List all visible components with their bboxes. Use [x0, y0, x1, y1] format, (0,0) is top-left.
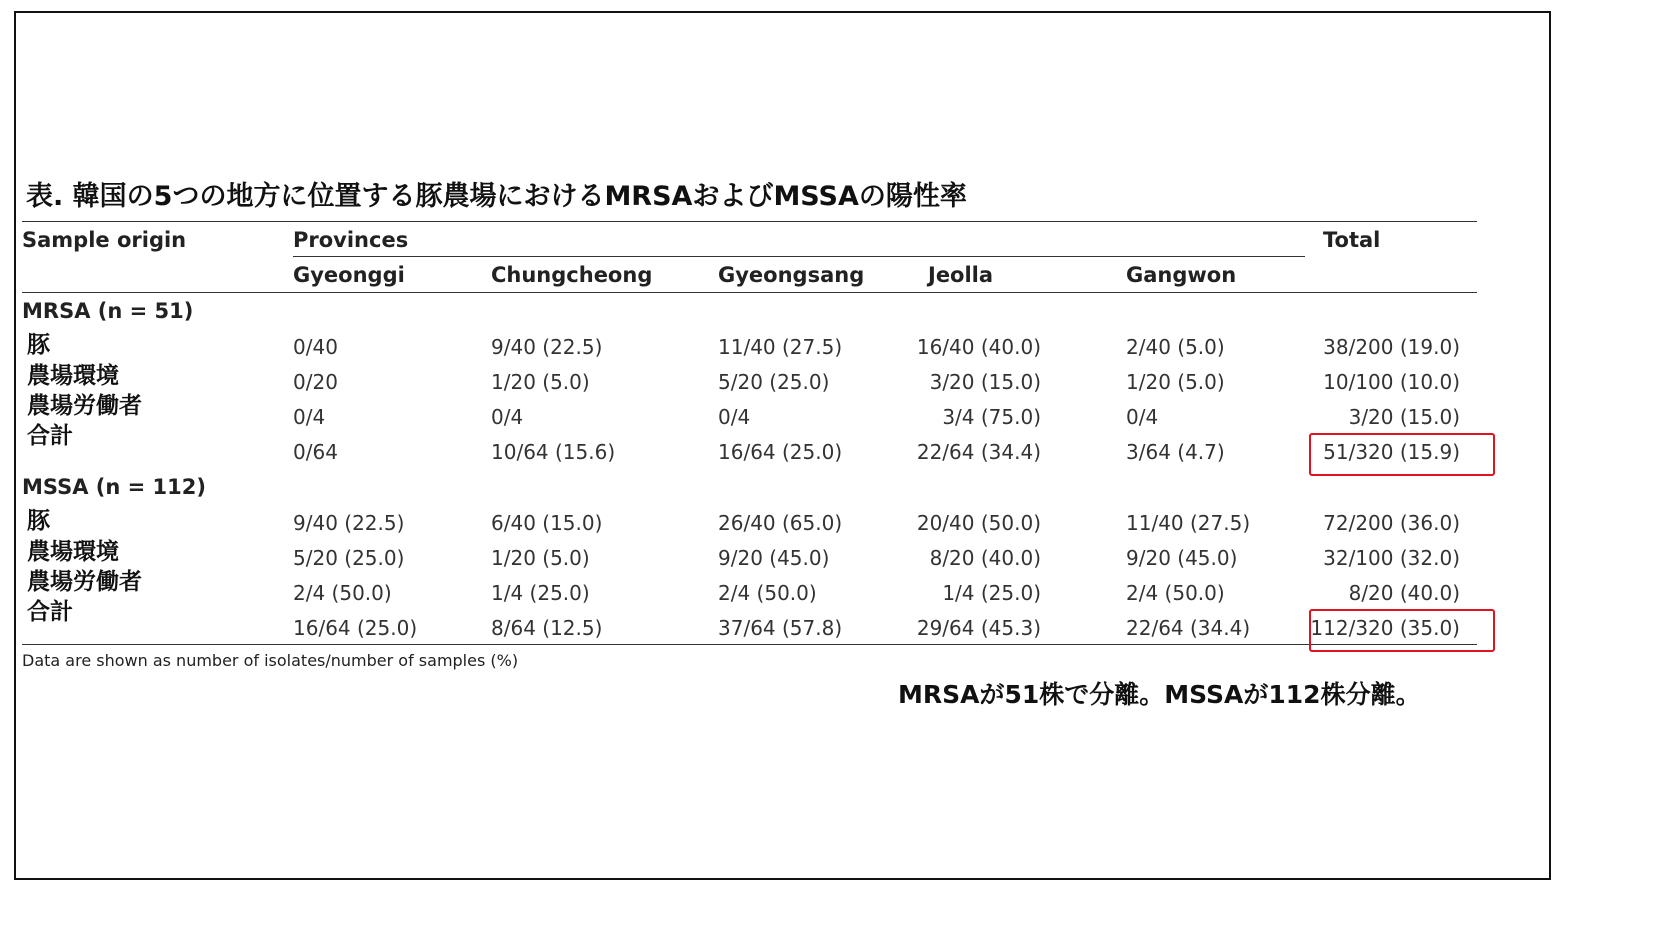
table-cell: 2/40 (5.0): [1126, 335, 1225, 359]
table-cell: 11/40 (27.5): [1126, 511, 1251, 535]
table-cell: 16/64 (25.0): [293, 616, 418, 640]
header-provinces: Provinces: [293, 228, 409, 252]
table-cell: 1/20 (5.0): [1126, 370, 1225, 394]
table-cell: 0/4: [718, 405, 751, 429]
table-cell: 3/4 (75.0): [942, 405, 1041, 429]
table-cell: 22/64 (34.4): [1126, 616, 1251, 640]
header-total: Total: [1323, 228, 1381, 252]
table-cell: 2/4 (50.0): [718, 581, 817, 605]
row-label-farm-environment: 農場環境: [27, 363, 119, 389]
group-label-mssa: [22, 475, 206, 499]
table-cell: 0/4: [293, 405, 326, 429]
header-province-gangwon: Gangwon: [1126, 263, 1237, 287]
table-cell: 1/4 (25.0): [491, 581, 590, 605]
table-cell: 29/64 (45.3): [916, 616, 1041, 640]
table-cell: 16/40 (40.0): [916, 335, 1041, 359]
table-cell: 32/100 (32.0): [1323, 546, 1460, 570]
table-cell: 5/20 (25.0): [293, 546, 405, 570]
table-title: 表. 韓国の5つの地方に位置する豚農場におけるMRSAおよびMSSAの陽性率: [26, 181, 967, 212]
row-label-farm-environment: 農場環境: [27, 539, 119, 565]
table-cell: 8/20 (40.0): [929, 546, 1041, 570]
table-cell: 112/320 (35.0): [1310, 616, 1460, 640]
table-cell: 9/20 (45.0): [718, 546, 830, 570]
table-cell: 6/40 (15.0): [491, 511, 603, 535]
table-cell: 20/40 (50.0): [916, 511, 1041, 535]
table-cell: 8/64 (12.5): [491, 616, 603, 640]
group-name: MSSA: [22, 475, 89, 499]
table-cell: 3/20 (15.0): [929, 370, 1041, 394]
row-label-farm-worker: 農場労働者: [27, 393, 142, 419]
header-province-gyeonggi: Gyeonggi: [293, 263, 405, 287]
table-cell: 0/4: [1126, 405, 1159, 429]
row-label-pig: 豚: [27, 508, 50, 534]
header-province-gyeongsang: Gyeongsang: [718, 263, 865, 287]
table-cell: 11/40 (27.5): [718, 335, 843, 359]
table-cell: 16/64 (25.0): [718, 440, 843, 464]
table-cell: 10/64 (15.6): [491, 440, 616, 464]
table-cell: 3/64 (4.7): [1126, 440, 1225, 464]
table-cell: 5/20 (25.0): [718, 370, 830, 394]
row-label-pig: 豚: [27, 332, 50, 358]
table-cell: 51/320 (15.9): [1323, 440, 1460, 464]
table-cell: 9/40 (22.5): [491, 335, 603, 359]
group-label-mrsa: [22, 299, 193, 323]
top-rule: [22, 221, 1477, 222]
table-cell: 0/64: [293, 440, 338, 464]
group-name: MRSA: [22, 299, 91, 323]
highlight-box-mssa-total: [1309, 609, 1495, 652]
table-cell: 3/20 (15.0): [1348, 405, 1460, 429]
table-footnote: Data are shown as number of isolates/number of samples (%): [22, 651, 519, 670]
table-cell: 9/20 (45.0): [1126, 546, 1238, 570]
table-cell: 1/20 (5.0): [491, 546, 590, 570]
table-cell: 1/20 (5.0): [491, 370, 590, 394]
summary-caption: MRSAが51株で分離。MSSAが112株分離。: [898, 680, 1421, 709]
row-label-total: 合計: [27, 599, 73, 625]
table-cell: 0/40: [293, 335, 338, 359]
bottom-rule: [22, 644, 1477, 645]
table-cell: 37/64 (57.8): [718, 616, 843, 640]
table-cell: 22/64 (34.4): [916, 440, 1041, 464]
group-n: (n = 112): [95, 475, 206, 499]
table-cell: 2/4 (50.0): [293, 581, 392, 605]
highlight-box-mrsa-total: [1309, 433, 1495, 476]
table-cell: 0/20: [293, 370, 338, 394]
group-n: (n = 51): [97, 299, 194, 323]
table-cell: 8/20 (40.0): [1348, 581, 1460, 605]
header-province-jeolla: Jeolla: [928, 263, 994, 287]
header-bottom-rule: [22, 292, 1477, 293]
header-sample-origin: Sample origin: [22, 228, 187, 252]
table-cell: 9/40 (22.5): [293, 511, 405, 535]
table-cell: 10/100 (10.0): [1323, 370, 1460, 394]
row-label-total: 合計: [27, 423, 73, 449]
table-cell: 1/4 (25.0): [942, 581, 1041, 605]
table-cell: 2/4 (50.0): [1126, 581, 1225, 605]
table-cell: 38/200 (19.0): [1323, 335, 1460, 359]
table-cell: 72/200 (36.0): [1323, 511, 1460, 535]
table-cell: 0/4: [491, 405, 524, 429]
row-label-farm-worker: 農場労働者: [27, 569, 142, 595]
header-province-chungcheong: Chungcheong: [491, 263, 653, 287]
table-cell: 26/40 (65.0): [718, 511, 843, 535]
provinces-rule: [293, 256, 1305, 257]
